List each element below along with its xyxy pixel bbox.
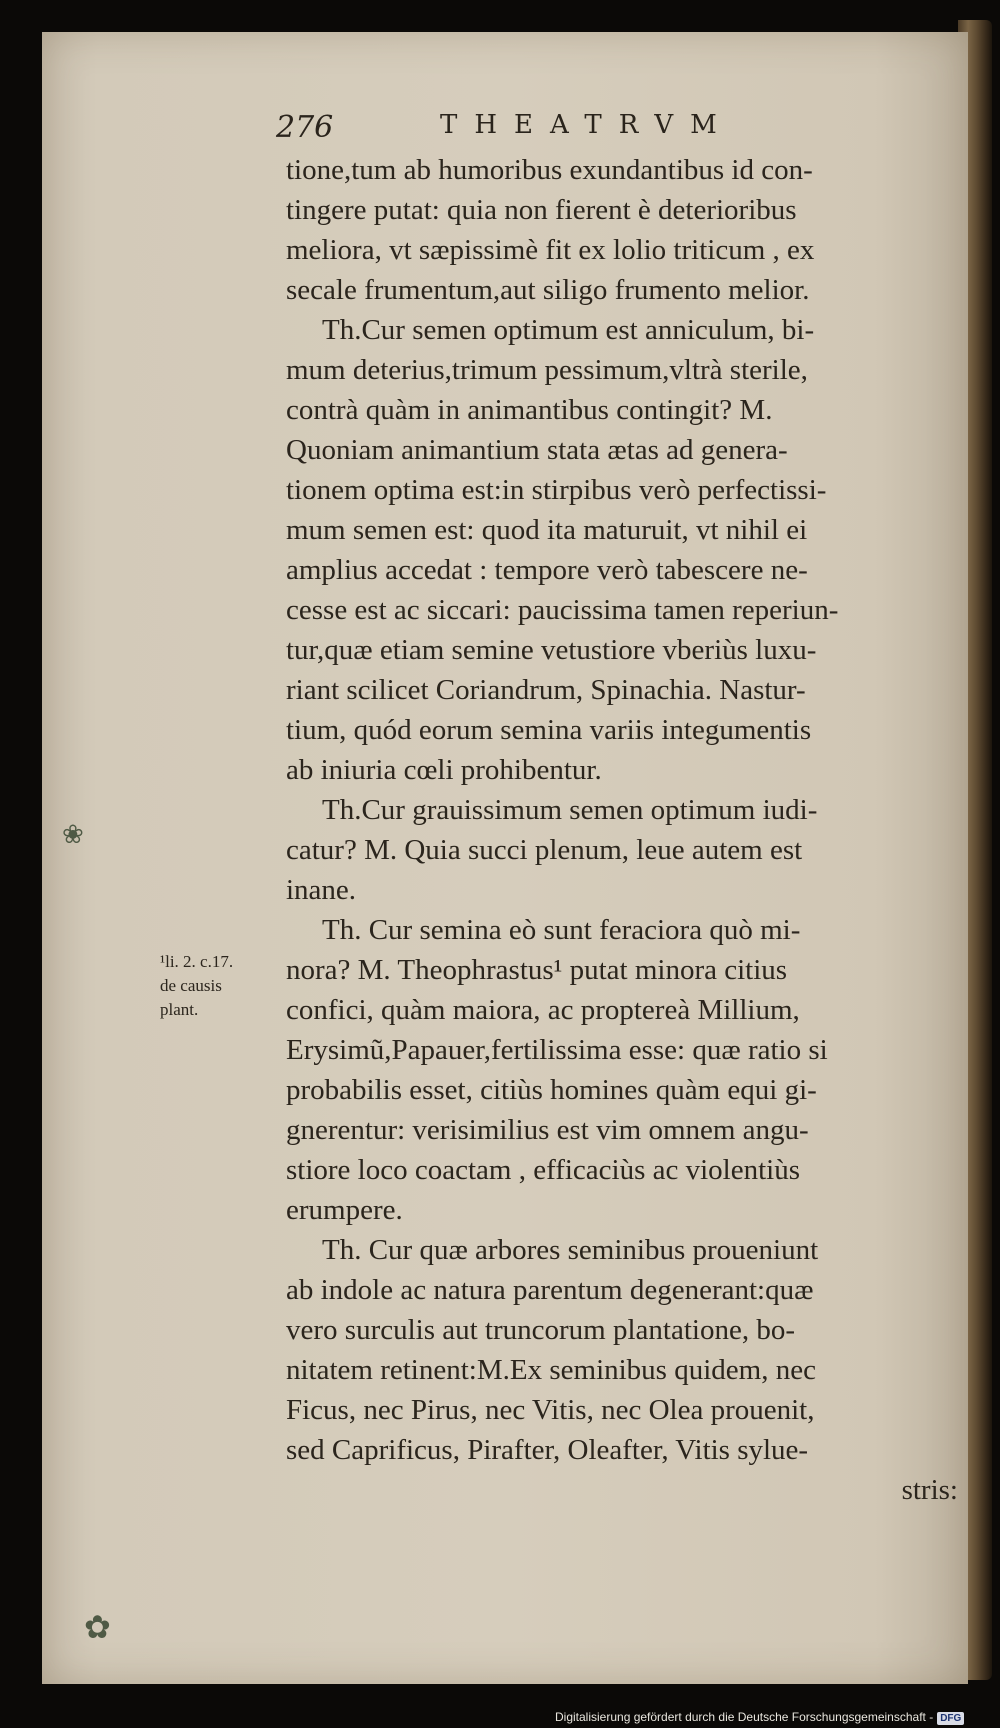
text-line: tingere putat: quia non fierent è deterioribus: [286, 194, 797, 226]
text-line: contrà quàm in animantibus contingit? M.: [286, 394, 773, 426]
text-line: Erysimũ,Papauer,fertilissima esse: quæ ratio si: [286, 1034, 828, 1066]
text-line: nitatem retinent:M.Ex seminibus quidem, nec: [286, 1354, 816, 1386]
dfg-logo: DFG: [937, 1712, 964, 1725]
margin-note-line: plant.: [160, 1000, 199, 1019]
text-line: tionem optima est:in stirpibus verò perfectissi-: [286, 474, 827, 506]
page-number: 276: [276, 110, 334, 145]
text-line: amplius accedat : tempore verò tabescere ne-: [286, 554, 808, 586]
margin-note-line: de causis: [160, 976, 222, 995]
text-line: ab indole ac natura parentum degenerant:quæ: [286, 1274, 814, 1306]
text-line: nora? M. Theophrastus¹ putat minora citius: [286, 954, 788, 986]
text-line: probabilis esset, citiùs homines quàm equi gi-: [286, 1074, 817, 1106]
text-line: tur,quæ etiam semine vetustiore vberiùs luxu-: [286, 634, 817, 666]
text-line: erumpere.: [286, 1194, 403, 1226]
text-line: mum deterius,trimum pessimum,vltrà sterile,: [286, 354, 808, 386]
flower-ornament-icon: ✿: [84, 1608, 111, 1646]
flower-ornament-icon: ❀: [62, 820, 84, 850]
main-text: [286, 150, 958, 1510]
text-line: confici, quàm maiora, ac proptereà Millium,: [286, 994, 800, 1026]
text-line: riant scilicet Coriandrum, Spinachia. Nastur-: [286, 674, 806, 706]
text-line: vero surculis aut truncorum plantatione, bo-: [286, 1314, 795, 1346]
text-line: meliora, vt sæpissimè fit ex lolio triticum , ex: [286, 234, 815, 266]
text-line: Th.Cur grauissimum semen optimum iudi-: [322, 794, 818, 826]
page-header: [276, 110, 926, 150]
running-title: THEATRVM: [440, 110, 734, 140]
text-line: secale frumentum,aut siligo frumento melior.: [286, 274, 810, 306]
margin-note: [160, 950, 280, 1022]
text-line: stris:: [901, 1474, 958, 1506]
text-line: Ficus, nec Pirus, nec Vitis, nec Olea prouenit,: [286, 1394, 815, 1426]
text-line: inane.: [286, 874, 357, 906]
text-line: stiore loco coactam , efficaciùs ac violentiùs: [286, 1154, 801, 1186]
margin-note-line: ¹li. 2. c.17.: [160, 952, 234, 971]
text-line: Th. Cur semina eò sunt feraciora quò mi-: [322, 914, 801, 946]
text-line: tione,tum ab humoribus exundantibus id con-: [286, 154, 813, 186]
text-line: Th.Cur semen optimum est anniculum, bi-: [322, 314, 815, 346]
text-line: sed Caprificus, Pirafter, Oleafter, Vitis sylue-: [286, 1434, 809, 1466]
footer-credit-text: Digitalisierung gefördert durch die Deutsche Forschungsgemeinschaft -: [555, 1710, 934, 1724]
footer-credit: [555, 1710, 964, 1726]
text-line: cesse est ac siccari: paucissima tamen reperiun-: [286, 594, 839, 626]
text-line: Quoniam animantium stata ætas ad genera-: [286, 434, 788, 466]
text-line: mum semen est: quod ita maturuit, vt nihil ei: [286, 514, 808, 546]
text-line: tium, quód eorum semina variis integumentis: [286, 714, 812, 746]
text-line: Th. Cur quæ arbores seminibus proueniunt: [322, 1234, 819, 1266]
text-line: gnerentur: verisimilius est vim omnem angu-: [286, 1114, 809, 1146]
text-line: ab iniuria cœli prohibentur.: [286, 754, 602, 786]
text-line: catur? M. Quia succi plenum, leue autem est: [286, 834, 803, 866]
